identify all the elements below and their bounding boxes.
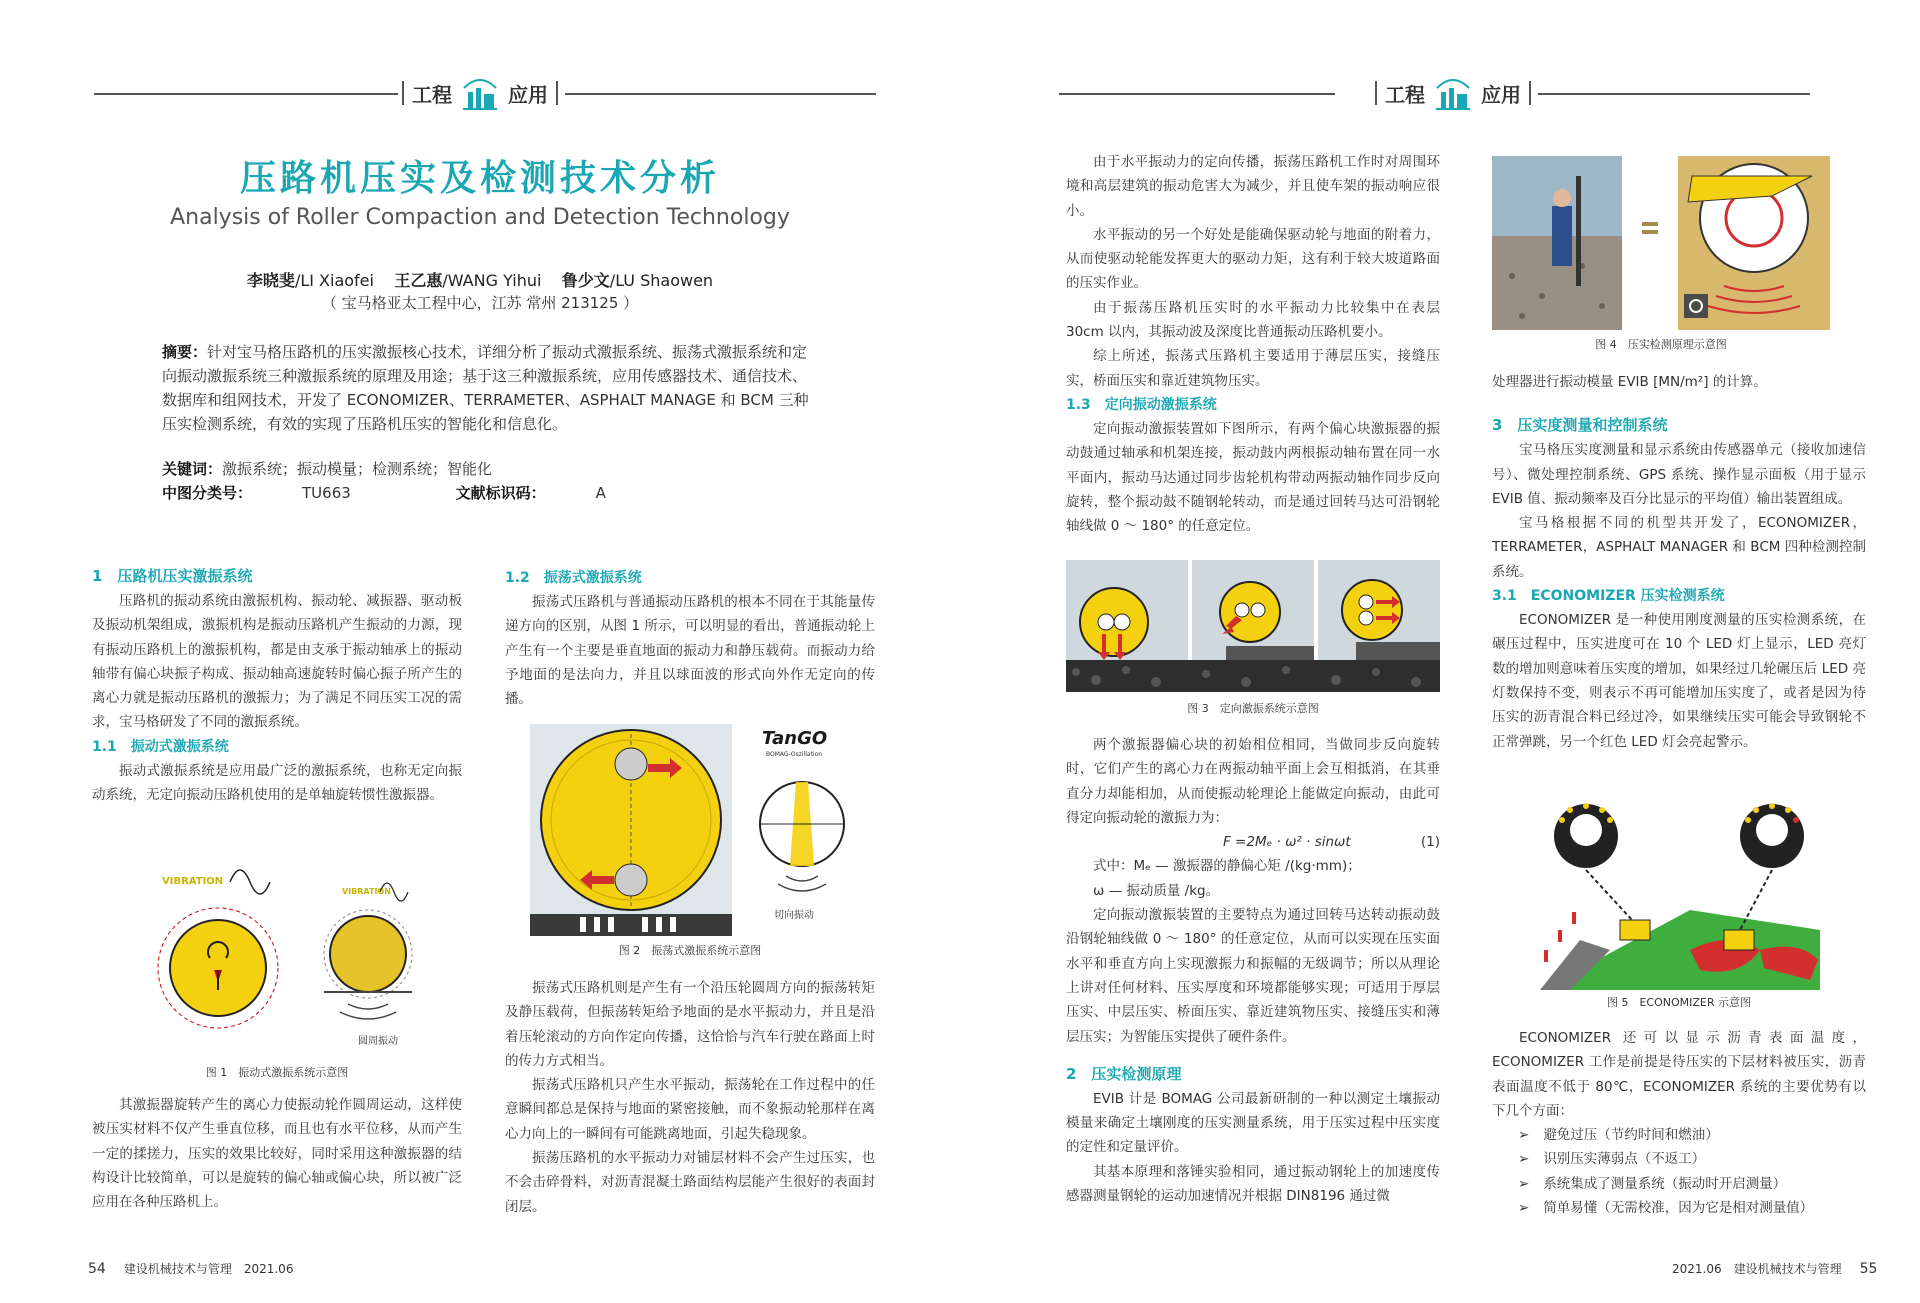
figure-4-detection-principle — [1492, 156, 1830, 330]
figure-5-economizer-diagram — [1540, 800, 1820, 990]
paragraph: ECONOMIZER 还可以显示沥青表面温度，ECONOMIZER 工作是前提是待压实的下层材料被压实，沥青表面温度不低于 80℃，ECONOMIZER 系统的主要优势有以下几个方面： — [1492, 1030, 1866, 1119]
advantages-list — [1492, 1123, 1866, 1220]
header-rule-left — [1059, 93, 1335, 95]
header-word-1: 工程 — [1385, 82, 1425, 107]
section-1-heading: 1 压路机压实激振系统 — [92, 567, 253, 585]
page-number-left: 54 — [88, 1261, 106, 1277]
factory-icon — [460, 74, 500, 112]
section-1-1-heading: 1.1 振动式激振系统 — [92, 738, 229, 755]
list-item: ➢ 避免过压（节约时间和燃油） — [1492, 1123, 1866, 1147]
paragraph: 其基本原理和落锤实验相同，通过振动钢轮上的加速度传感器测量钢轮的运动加速情况并根据 DIN8196 通过微 — [1066, 1163, 1440, 1205]
header-word-1: 工程 — [412, 82, 452, 107]
footer-right: 2021.06 建设机械技术与管理 55 — [1672, 1261, 1878, 1277]
paragraph: 由于水平振动力的定向传播，振荡压路机工作时对周围环境和高层建筑的振动危害大为减少，并且使车架的振动响应很小。 — [1066, 154, 1440, 219]
footer-left: 54 建设机械技术与管理 2021.06 — [88, 1261, 294, 1277]
abstract: 摘要：针对宝马格压路机的压实激振核心技术，详细分析了振动式激振系统、振荡式激振系统和定向振动激振系统三种激振系统的原理及用途；基于这三种激振系统，应用传感器技术、通信技术、数据库和组网技术，开发了 ECONOMIZER、TERRAMETER、ASPHALT MANAGE 和 BCM 三种压实检测系统，有效的实现了压路机压实的智能化和信息化。 — [162, 343, 809, 433]
equation-where-1: 式中：Mₑ — 激振器的静偏心矩 /(kg·mm)； — [1093, 858, 1361, 875]
paragraph: 振荡式压路机与普通振动压路机的根本不同在于其能量传递方向的区别，从图 1 所示，可以明显的看出，普通振动轮上产生有一个主要是垂直地面的振动力和静压载荷。而振动力给予地面的是法向力，并且以球面波的形式向外作无定向的传播。 — [505, 594, 875, 708]
left-column-2 — [505, 566, 875, 711]
left-column-2-bottom — [505, 976, 875, 1219]
list-item: ➢ 识别压实薄弱点（不返工） — [1492, 1147, 1866, 1171]
paragraph: 定向振动激振装置如下图所示，有两个偏心块激振器的振动鼓通过轴承和机架连接，振动鼓内两根振动轴布置在同一水平面内，振动马达通过同步齿轮机构带动两振动轴作同步反向旋转，整个振动鼓不随钢轮转动，而是通过回转马达可沿钢轮轴线做 0 ～ 180° 的任意定位。 — [1066, 420, 1440, 535]
keywords: 关键词：激振系统；振动模量；检测系统；智能化 — [162, 460, 493, 478]
header-rule-left — [94, 93, 398, 95]
paragraph: ECONOMIZER 是一种使用刚度测量的压实检测系统，在碾压过程中，压实进度可在 10 个 LED 灯上显示，LED 亮灯数的增加则意味着压实度的增加，如果经过几轮碾压后 LED 亮灯数保持不变，则表示不再可能增加压实度了，或者是因为待压实的沥青混合料已经过冷，如果继续压实可能会导致钢轮不正常弹跳，另一个红色 LED 灯会亮起警示。 — [1492, 612, 1866, 750]
section-3-heading: 3 压实度测量和控制系统 — [1492, 416, 1668, 435]
equation-where-2: ω — 振动质量 /kg。 — [1093, 882, 1220, 899]
fig1-label-circular: 圆周振动 — [358, 1036, 398, 1047]
header-word-2: 应用 — [1481, 82, 1521, 107]
header-rule-right — [1538, 93, 1810, 95]
section-2-heading: 2 压实检测原理 — [1066, 1064, 1182, 1083]
tango-logo-subtitle: BOMAG-Oszillation — [766, 751, 823, 758]
paragraph: 振荡压路机的水平振动力对铺层材料不会产生过压实，也不会击碎骨料，对沥青混凝土路面结构层能产生很好的表面封闭层。 — [505, 1150, 875, 1215]
right-column-1-bottom — [1066, 733, 1440, 1208]
section-header-badge — [1375, 74, 1531, 112]
fig1-label-vibration-a: VIBRATION — [162, 876, 224, 887]
figure-3-caption: 图 3 定向激振系统示意图 — [1187, 702, 1319, 715]
tango-logo: TanGO — [762, 728, 828, 749]
equation-1 — [1066, 830, 1440, 854]
list-item: ➢ 系统集成了测量系统（振动时开启测量） — [1492, 1172, 1866, 1196]
factory-icon — [1433, 74, 1473, 112]
right-page — [960, 0, 1920, 1303]
article-title-zh: 压路机压实及检测技术分析 — [239, 158, 720, 199]
section-1-2-heading: 1.2 振荡式激振系统 — [505, 570, 642, 586]
figure-4-caption: 图 4 压实检测原理示意图 — [1595, 338, 1727, 351]
paragraph: 两个激振器偏心块的初始相位相同，当做同步反向旋转时，它们产生的离心力在两振动轴平面上会互相抵消，在其垂直分力却能相加，从而使振动轮理论上能做定向振动，由此可得定向振动轮的激振力为： — [1066, 737, 1440, 826]
right-column-2-bottom — [1492, 1026, 1866, 1220]
paragraph: 由于振荡压路机压实时的水平振动力比较集中在表层 30cm 以内，其振动波及深度比普通振动压路机要小。 — [1066, 299, 1440, 341]
paragraph: 定向振动激振装置的主要特点为通过回转马达转动振动鼓沿钢轮轴线做 0 ～ 180° 的任意定位，从而可以实现在压实面水平和垂直方向上实现激振力和振幅的无级调节；所以从理论上讲对任何材料、压实厚度和环境都能够实现；可适用于厚层压实、中层压实、桥面压实、靠近建筑物压实、接缝压实和薄层压实；为智能压实提供了硬件条件。 — [1066, 907, 1440, 1045]
right-column-2 — [1492, 370, 1866, 754]
header-word-2: 应用 — [508, 82, 548, 107]
section-3-1-heading: 3.1 ECONOMIZER 压实检测系统 — [1492, 588, 1725, 605]
paragraph: 宝马格根据不同的机型共开发了，ECONOMIZER，TERRAMETER，ASPHALT MANAGER 和 BCM 四种检测控制系统。 — [1492, 515, 1866, 580]
left-column-1-bottom — [92, 1093, 462, 1214]
figure-2-oscillation-diagram — [530, 724, 860, 936]
page-number-right: 55 — [1859, 1261, 1878, 1277]
paragraph: 综上所述，振荡式压路机主要适用于薄层压实，接缝压实，桥面压实和靠近建筑物压实。 — [1066, 348, 1440, 389]
left-column-1 — [92, 563, 462, 807]
figure-2-caption: 图 2 振荡式激振系统示意图 — [618, 944, 762, 957]
paragraph: EVIB 计是 BOMAG 公司最新研制的一种以测定土壤振动模量来确定土壤刚度的压实测量系统，用于压实过程中压实度的定性和定量评价。 — [1066, 1090, 1440, 1156]
fig2-label-tangential: 切向振动 — [774, 910, 814, 921]
equation-text: F =2Mₑ · ω² · sinωt — [1223, 834, 1351, 851]
header-rule-right — [565, 93, 876, 95]
authors: 李晓斐/LI Xiaofei 王乙惠/WANG Yihui 鲁少文/LU Shaowen — [246, 271, 714, 290]
list-item: ➢ 简单易懂（无需校准，因为它是相对测量值） — [1492, 1196, 1866, 1220]
paragraph: 其激振器旋转产生的离心力使振动轮作圆周运动，这样使被压实材料不仅产生垂直位移，而且也有水平位移，从而产生一定的揉搓力，压实的效果比较好，同时采用这种激振器的结构设计比较简单，可以是旋转的偏心轴或偏心块，所以被广泛应用在各种压路机上。 — [92, 1097, 462, 1211]
section-header-badge — [402, 74, 558, 112]
classification: 中图分类号： TU663 文献标识码： A — [162, 484, 606, 502]
paragraph: 压路机的振动系统由激振机构、振动轮、减振器、驱动板及振动机架组成，激振机构是振动压路机产生振动的力源，现有振动压路机上的激振机构，都是由支承于振动轴承上的振动轴带有偏心块振子构成、振动轴高速旋转时偏心振子所产生的离心力就是振动压路机的激振力；为了满足不同压实工况的需求，宝马格研发了不同的激振系统。 — [92, 593, 462, 731]
paragraph: 处理器进行振动模量 EVIB [MN/m²] 的计算。 — [1492, 374, 1767, 390]
figure-1-vibration-diagram — [140, 858, 440, 1058]
figure-3-directed-vibration-diagram — [1066, 560, 1440, 692]
paragraph: 振荡式压路机则是产生有一个沿压轮圆周方向的振荡转矩及静压载荷，但振荡转矩给予地面的是水平振动力，并且是沿着压轮滚动的方向作定向传播，这恰恰与汽车行驶在路面上时的传力方式相当。 — [505, 980, 875, 1069]
paragraph: 振动式激振系统是应用最广泛的激振系统，也称无定向振动系统，无定向振动压路机使用的是单轴旋转惯性激振器。 — [92, 762, 462, 804]
affiliation: （ 宝马格亚太工程中心，江苏 常州 213125 ） — [321, 294, 639, 312]
paragraph: 水平振动的另一个好处是能确保驱动轮与地面的附着力，从而使驱动轮能发挥更大的驱动力矩，这有利于较大坡道路面的压实作业。 — [1066, 226, 1440, 292]
figure-1-caption: 图 1 振动式激振系统示意图 — [205, 1066, 349, 1079]
paragraph: 振荡式压路机只产生水平振动，振荡轮在工作过程中的任意瞬间都总是保持与地面的紧密接触，而不象振动轮那样在离心力向上的一瞬间有可能跳离地面，引起失稳现象。 — [505, 1077, 875, 1142]
paragraph: 宝马格压实度测量和显示系统由传感器单元（接收加速信号）、微处理控制系统、GPS 系统、操作显示面板（用于显示 EVIB 值、振动频率及百分比显示的平均值）输出装置组成。 — [1492, 442, 1866, 507]
figure-5-caption: 图 5 ECONOMIZER 示意图 — [1606, 996, 1752, 1009]
equation-number: (1) — [1420, 834, 1440, 851]
article-title-en: Analysis of Roller Compaction and Detection Technology — [170, 205, 790, 230]
right-column-1 — [1066, 150, 1440, 538]
section-1-3-heading: 1.3 定向振动激振系统 — [1066, 396, 1217, 413]
fig1-label-vibration-b: VIBRATION — [342, 887, 391, 896]
